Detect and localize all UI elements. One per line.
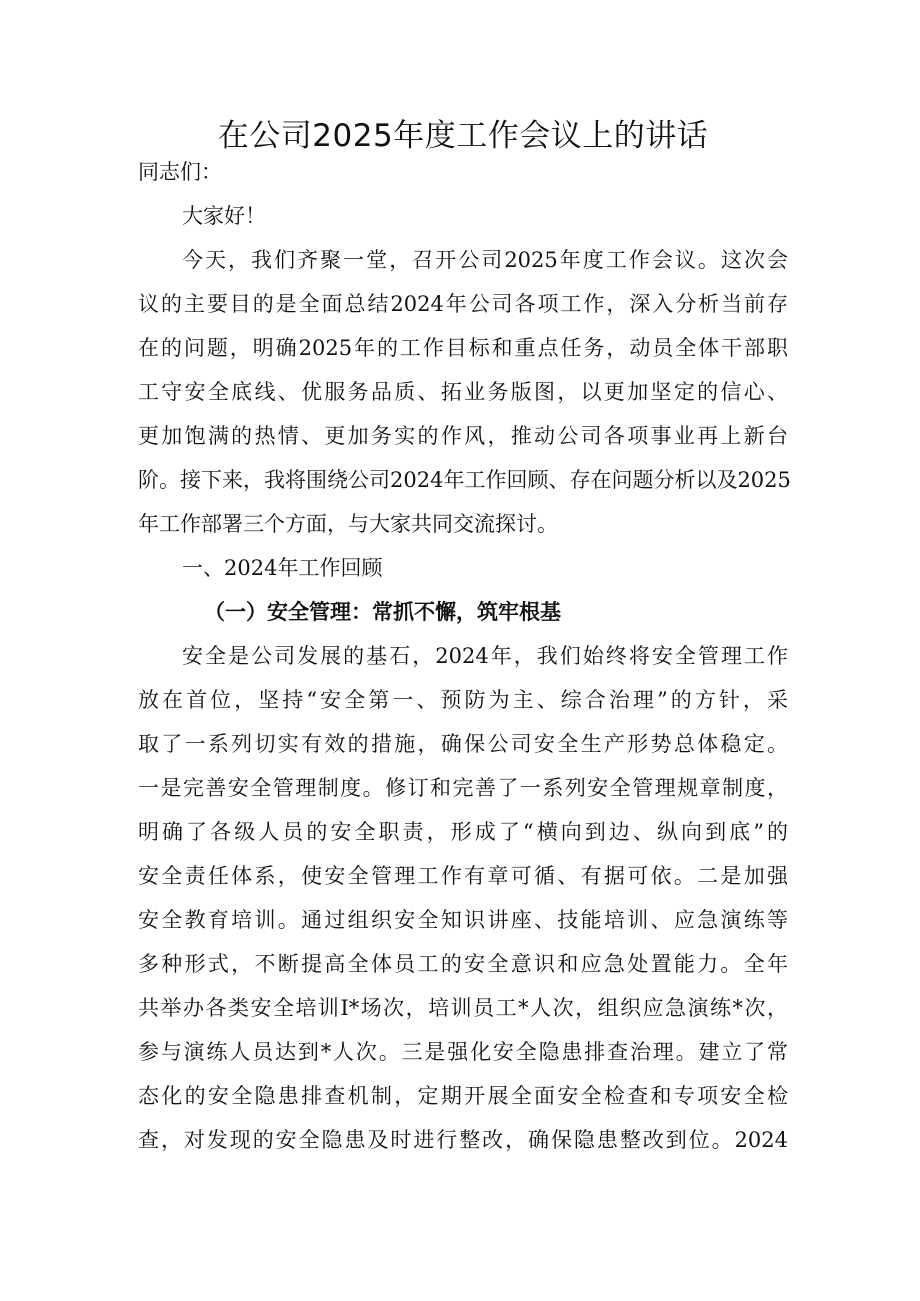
paragraph-line: 一是完善安全管理制度。修订和完善了一系列安全管理规章制度， [138, 776, 788, 800]
paragraph-line: 明确了各级人员的安全职责，形成了“横向到边、纵向到底”的 [138, 820, 788, 844]
paragraph-line: 取了一系列切实有效的措施，确保公司安全生产形势总体稳定。 [138, 732, 788, 756]
paragraph-line: 放在首位，坚持“安全第一、预防为主、综合治理”的方针，采 [138, 688, 788, 712]
paragraph-line: 安全责任体系，使安全管理工作有章可循、有据可依。二是加强 [138, 864, 788, 888]
subsection-heading: （一）安全管理：常抓不懈，筑牢根基 [204, 599, 561, 624]
paragraph-line: 共举办各类安全培训I*场次，培训员工*人次，组织应急演练*次， [138, 996, 788, 1020]
salutation: 同志们： [138, 160, 222, 184]
paragraph-line: 工守安全底线、优服务品质、拓业务版图，以更加坚定的信心、 [138, 380, 788, 404]
paragraph-line: 在的问题，明确2025年的工作目标和重点任务，动员全体干部职 [138, 336, 788, 360]
paragraph-line: 今天，我们齐聚一堂，召开公司2025年度工作会议。这次会 [182, 248, 788, 272]
intro-paragraph [138, 238, 791, 546]
paragraph-line: 阶。接下来，我将围绕公司2024年工作回顾、存在问题分析以及2025 [138, 468, 791, 492]
paragraph-line: 安全教育培训。通过组织安全知识讲座、技能培训、应急演练等 [138, 908, 788, 932]
paragraph-line: 多种形式，不断提高全体员工的安全意识和应急处置能力。全年 [138, 952, 788, 976]
paragraph-line: 安全是公司发展的基石，2024年，我们始终将安全管理工作 [182, 644, 788, 668]
document-title: 在公司2025年度工作会议上的讲话 [217, 118, 709, 154]
paragraph-line: 更加饱满的热情、更加务实的作风，推动公司各项事业再上新台 [138, 424, 788, 448]
paragraph-line: 查，对发现的安全隐患及时进行整改，确保隐患整改到位。2024 [138, 1128, 788, 1152]
section-heading: 一、2024年工作回顾 [182, 556, 383, 580]
paragraph-line: 参与演练人员达到*人次。三是强化安全隐患排查治理。建立了常 [138, 1040, 788, 1064]
paragraph-line: 态化的安全隐患排查机制，定期开展全面安全检查和专项安全检 [138, 1084, 788, 1108]
paragraph-line: 议的主要目的是全面总结2024年公司各项工作，深入分析当前存 [138, 292, 788, 316]
document-body [138, 150, 791, 1162]
greeting: 大家好！ [182, 204, 266, 228]
document-page [138, 0, 791, 1301]
paragraph-line: 年工作部署三个方面，与大家共同交流探讨。 [138, 512, 558, 536]
safety-paragraph [138, 634, 788, 1162]
